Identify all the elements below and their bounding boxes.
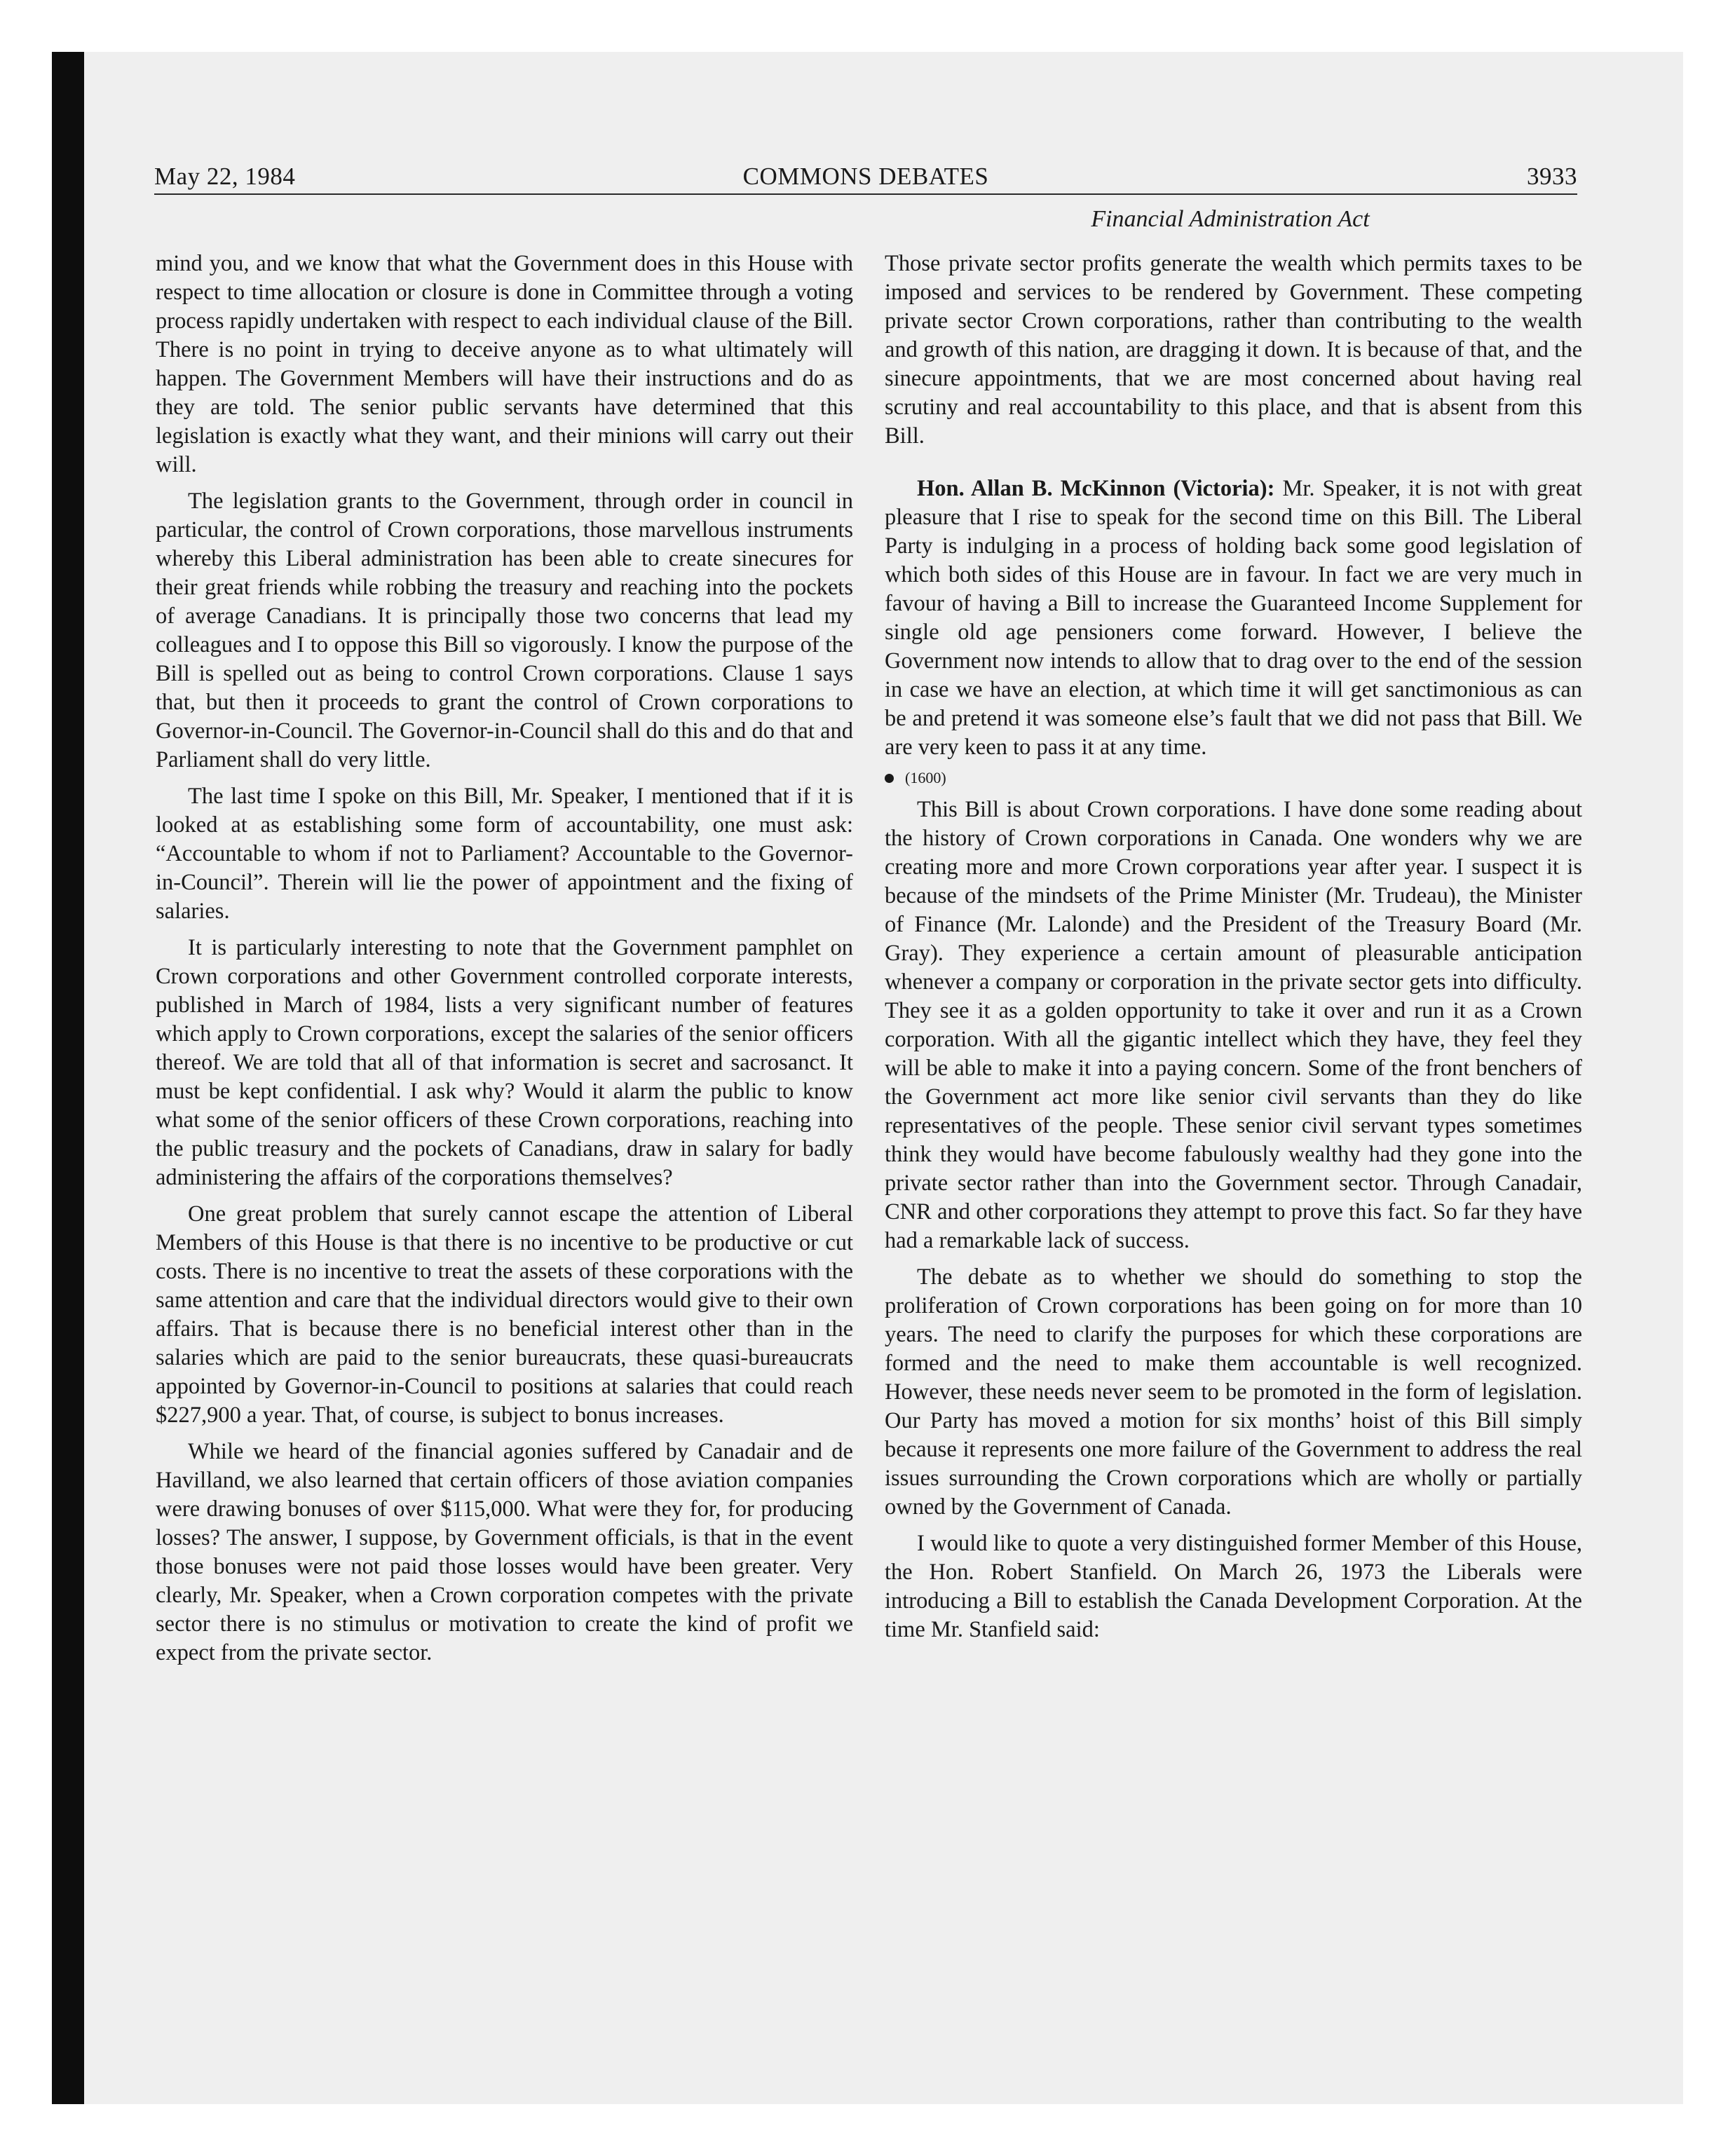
paragraph: Those private sector profits generate the wealth which permits taxes to be imposed and services to be rendered by Government. These competing private sector Crown corporations, rather than contributing to the wealth and growth of this nation, are dragging it down. It is because of that, and the sinecure appointments, that we are most concerned about having real scrutiny and real accountability to this place, and that is absent from this Bill. xyxy=(885,251,1582,449)
header-date: May 22, 1984 xyxy=(154,163,296,190)
right-column xyxy=(885,250,1582,1644)
bullet-icon xyxy=(885,774,894,783)
speech-paragraph xyxy=(885,475,1582,762)
header-page-number: 3933 xyxy=(1527,163,1577,190)
page-header xyxy=(154,157,1577,195)
paragraph: The last time I spoke on this Bill, Mr. Speaker, I mentioned that if it is looked at as establishing some form of accountability, one must ask: “Accountable to whom if not to Parliament? Accountable to the Governor-in-Council”. Therein will lie the power of appointment and the fixing of salaries. xyxy=(156,784,853,924)
paragraph: It is particularly interesting to note that the Government pamphlet on Crown corporations and other Government controlled corporate interests, published in March of 1984, lists a very significant number of features which apply to Crown corporations, except the salaries of the senior officers thereof. We are told that all of that information is secret and sacrosanct. It must be kept confidential. I ask why? Would it alarm the public to know what some of the senior officers of these Crown corporations, reaching into the public treasury and the pockets of Canadians, draw in salary for badly administering the affairs of the corporations themselves? xyxy=(156,935,853,1190)
paragraph: This Bill is about Crown corporations. I have done some reading about the history of Crown corporations in Canada. One wonders why we are creating more and more Crown corporations year after year. I suspect it is because of the mindsets of the Prime Minister (Mr. Trudeau), the Minister of Finance (Mr. Lalonde) and the President of the Treasury Board (Mr. Gray). They experience a certain amount of pleasurable anticipation whenever a company or corporation in the private sector gets into difficulty. They see it as a golden opportunity to take it over and run it as a Crown corporation. With all the gigantic intellect which they have, they feel they will be able to make it into a paying concern. Some of the front benchers of the Government act more like senior civil servants than they do like representatives of the people. These senior civil servant types sometimes think they would have become fabulously wealthy had they gone into the private sector rather than into the Government sector. Through Canadair, CNR and other corporations they attempt to prove this fact. So far they have had a remarkable lack of success. xyxy=(885,797,1582,1253)
header-publication: COMMONS DEBATES xyxy=(742,163,989,190)
paragraph: The legislation grants to the Government, through order in council in particular, the control of Crown corporations, those marvellous instruments whereby this Liberal administration has been able to create sinecures for their great friends while robbing the treasury and reaching into the pockets of average Canadians. It is principally those two concerns that lead my colleagues and I to oppose this Bill so vigorously. I know the purpose of the Bill is spelled out as being to control Crown corporations. Clause 1 says that, but then it proceeds to grant the control of Crown corporations to Governor-in-Council. The Governor-in-Council shall do this and do that and Parliament shall do very little. xyxy=(156,489,853,772)
time-marker-text: (1600) xyxy=(905,769,946,786)
paragraph: mind you, and we know that what the Government does in this House with respect to time allocation or closure is done in Committee through a voting process rapidly undertaken with respect to each individual clause of the Bill. There is no point in trying to deceive anyone as to what ultimately will happen. The Government Members will have their instructions and do as they are told. The senior public servants have determined that this legislation is exactly what they want, and their minions will carry out their will. xyxy=(156,251,853,477)
time-marker xyxy=(885,767,1582,789)
binding-edge xyxy=(52,52,84,2104)
paragraph: One great problem that surely cannot escape the attention of Liberal Members of this House is that there is no incentive to be productive or cut costs. There is no incentive to treat the assets of these corporations with the same attention and care that the individual directors would give to their own affairs. That is because there is no beneficial interest other than in the salaries which are paid to the senior bureaucrats, these quasi-bureaucrats appointed by Governor-in-Council to positions at salaries that could reach $227,900 a year. That, of course, is subject to bonus increases. xyxy=(156,1201,853,1428)
paragraph: While we heard of the financial agonies suffered by Canadair and de Havilland, we also learned that certain officers of those aviation companies were drawing bonuses of over $115,000. What were they for, for producing losses? The answer, I suppose, by Government officials, is that in the event those bonuses were not paid those losses would have been greater. Very clearly, Mr. Speaker, when a Crown corporation competes with the private sector there is no stimulus or motivation to create the kind of profit we expect from the private sector. xyxy=(156,1439,853,1665)
speaker-name: Hon. Allan B. McKinnon (Victoria): xyxy=(917,476,1275,501)
speech-text: Mr. Speaker, it is not with great pleasure that I rise to speak for the second time on this Bill. The Liberal Party is indulging in a process of holding back some good legislation of which both sides of this House are in favour. In fact we are very much in favour of having a Bill to increase the Guaranteed Income Supplement for single old age pensioners come forward. However, I believe the Government now intends to allow that to drag over to the end of the session in case we have an election, at which time it will get sanctimonious as can be and pretend it was someone else’s fault that we did not pass that Bill. We are very keen to pass it at any time. xyxy=(885,476,1582,760)
paragraph: I would like to quote a very distinguished former Member of this House, the Hon. Robert Stanfield. On March 26, 1973 the Liberals were introducing a Bill to establish the Canada Development Corporation. At the time Mr. Stanfield said: xyxy=(885,1531,1582,1642)
left-column xyxy=(156,250,853,1667)
paragraph: The debate as to whether we should do something to stop the proliferation of Crown corporations has been going on for more than 10 years. The need to clarify the purposes for which these corporations are formed and the need to make them accountable is well recognized. However, these needs never seem to be promoted in the form of legislation. Our Party has moved a motion for six months’ hoist of this Bill simply because it represents one more failure of the Government to address the real issues surrounding the Crown corporations which are wholly or partially owned by the Government of Canada. xyxy=(885,1264,1582,1520)
running-subject: Financial Administration Act xyxy=(1091,206,1370,232)
